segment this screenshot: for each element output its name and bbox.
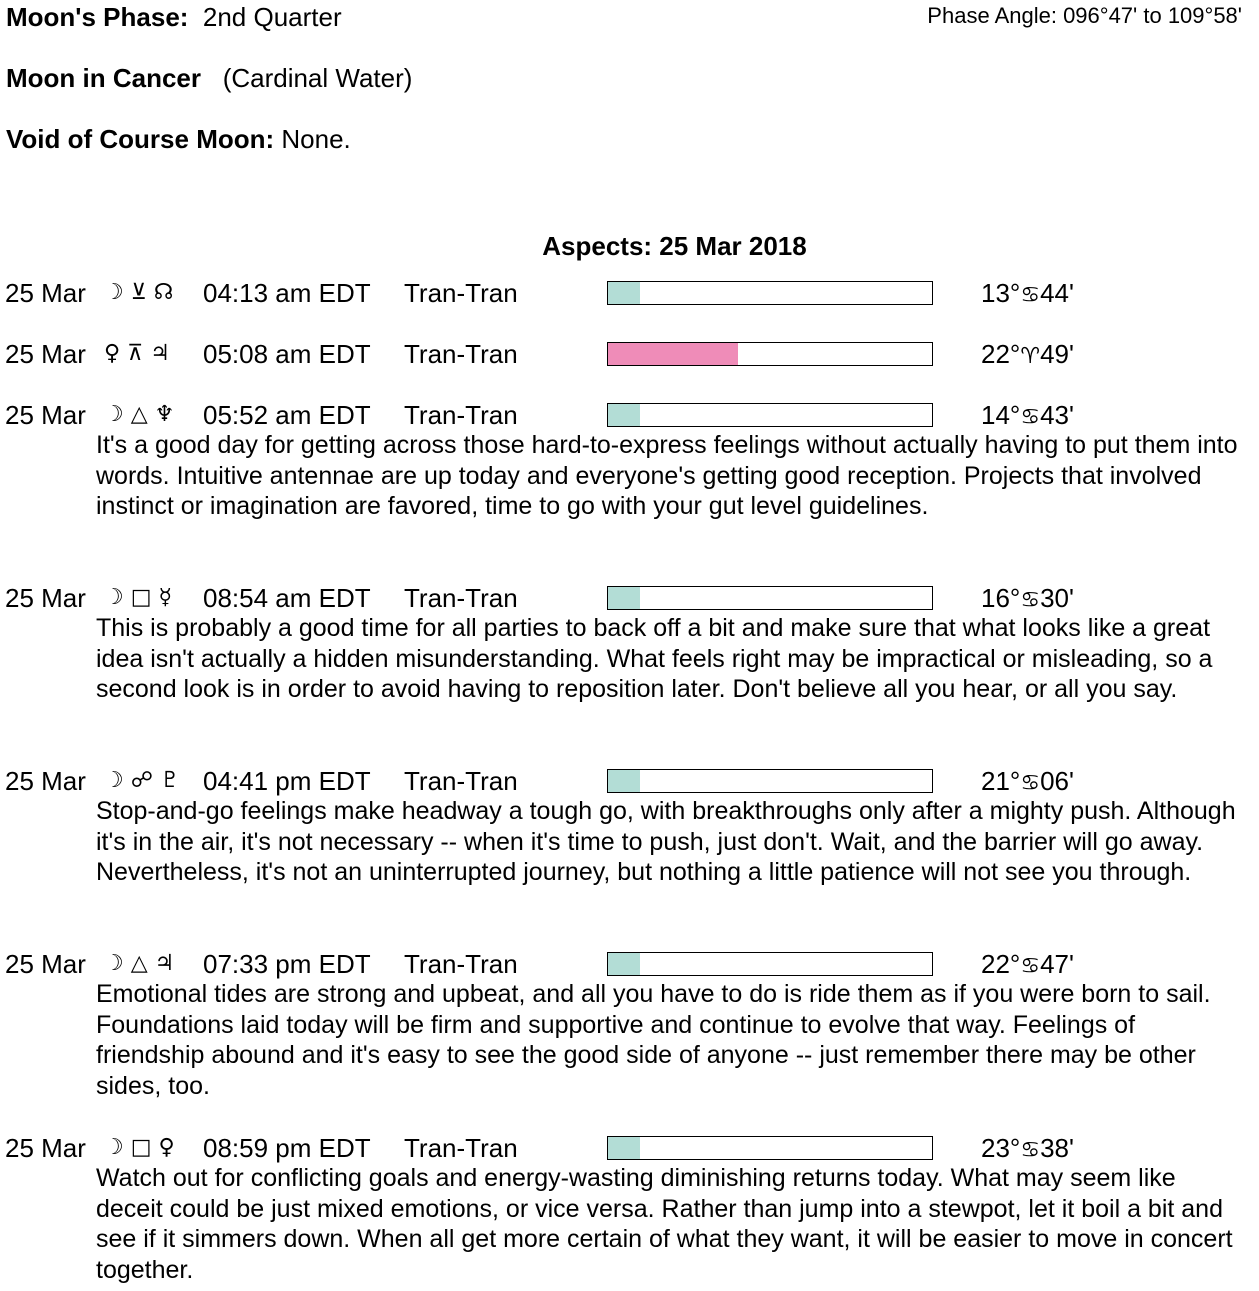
cancer-sign-icon: ♋	[1020, 1138, 1041, 1163]
aspect-date: 25 Mar	[5, 400, 86, 430]
aspect-time: 04:41 pm EDT	[203, 766, 371, 796]
aries-sign-icon: ♈	[1020, 344, 1041, 369]
aspect-date: 25 Mar	[5, 949, 86, 979]
position-degrees: 23°	[981, 1133, 1021, 1163]
aspect-position	[981, 583, 1074, 616]
moon-phase-value: 2nd Quarter	[202, 2, 342, 32]
aspect-description: Watch out for conflicting goals and energy-wasting diminishing returns today. What may seem like deceit could be just mixed emotions, or vice versa. Rather than jump into a stewpot, let it boil a bit and see if it simmers down. When all get more certain of what they want, it will be easier to move in concert together.	[96, 1164, 1233, 1284]
aspect-glyphs: ☽ □ ♀	[104, 1135, 175, 1160]
phase-angle: Phase Angle: 096°47' to 109°58'	[927, 3, 1242, 28]
strength-bar-fill	[608, 587, 640, 609]
moon-sign-label: Moon in Cancer	[6, 63, 202, 93]
aspect-position	[981, 766, 1074, 799]
aspect-date: 25 Mar	[5, 1133, 86, 1163]
aspect-glyphs: ☽ □ ☿	[104, 585, 172, 610]
strength-bar	[607, 281, 933, 305]
aspect-time: 05:08 am EDT	[203, 339, 371, 369]
aspect-type: Tran-Tran	[404, 766, 518, 796]
position-degrees: 13°	[981, 278, 1021, 308]
position-degrees: 14°	[981, 400, 1021, 430]
strength-bar	[607, 769, 933, 793]
position-degrees: 16°	[981, 583, 1021, 613]
position-degrees: 22°	[981, 949, 1021, 979]
aspect-glyphs: ☽ ⊻ ☊	[104, 280, 174, 305]
strength-bar-fill	[608, 770, 640, 792]
moon-phase-row	[6, 2, 342, 32]
strength-bar-fill	[608, 404, 640, 426]
aspect-type: Tran-Tran	[404, 949, 518, 979]
cancer-sign-icon: ♋	[1020, 588, 1041, 613]
void-of-course-label: Void of Course Moon:	[6, 124, 275, 154]
aspect-description: This is probably a good time for all parties to back off a bit and make sure that what looks like a great idea isn't actually a hidden misunderstanding. What feels right may be impractical or misleading, so a second look is in order to avoid having to reposition later. Don't believe all you hear, or all you say.	[96, 614, 1213, 703]
aspect-type: Tran-Tran	[404, 583, 518, 613]
aspect-entry	[0, 949, 1259, 1101]
void-of-course-value: None.	[281, 124, 351, 154]
aspect-position	[981, 949, 1074, 982]
aspect-type: Tran-Tran	[404, 278, 518, 308]
moon-sign-value: (Cardinal Water)	[222, 63, 413, 93]
position-minutes: 38'	[1040, 1133, 1074, 1163]
aspect-description: Stop-and-go feelings make headway a tough go, with breakthroughs only after a mighty push. Although it's in the air, it's not necessary -- when it's time to push, just don't. Wait, and the barrier will go away. Nevertheless, it's not an uninterrupted journey, but nothing a little patience will not see you through.	[96, 797, 1236, 886]
aspect-time: 05:52 am EDT	[203, 400, 371, 430]
aspects-title: Aspects: 25 Mar 2018	[542, 231, 807, 261]
aspect-date: 25 Mar	[5, 583, 86, 613]
aspect-glyphs: ☽ ☍ ♇	[104, 768, 180, 793]
position-minutes: 47'	[1040, 949, 1074, 979]
position-degrees: 21°	[981, 766, 1021, 796]
aspect-position	[981, 278, 1074, 311]
strength-bar	[607, 952, 933, 976]
strength-bar-fill	[608, 343, 738, 365]
aspect-time: 08:54 am EDT	[203, 583, 371, 613]
strength-bar	[607, 403, 933, 427]
position-minutes: 43'	[1040, 400, 1074, 430]
aspect-glyphs: ☽ △ ♃	[104, 951, 175, 976]
aspect-entry	[0, 400, 1259, 522]
aspect-time: 07:33 pm EDT	[203, 949, 371, 979]
aspect-description: Emotional tides are strong and upbeat, and all you have to do is ride them as if you were born to sail. Foundations laid today will be firm and supportive and continue to evolve that way. Feelings of friendship abound and it's easy to see the good side of anyone -- just remember there may be other sides, too.	[96, 980, 1211, 1100]
aspect-description: It's a good day for getting across those hard-to-express feelings without actually having to put them into words. Intuitive antennae are up today and everyone's getting good reception. Projects that involved instinct or imagination are favored, time to go with your gut level guidelines.	[96, 431, 1238, 520]
void-of-course-row	[6, 124, 351, 154]
strength-bar	[607, 342, 933, 366]
aspect-glyphs: ♀ ⊼ ♃	[104, 341, 170, 366]
moon-sign-row	[6, 63, 412, 93]
aspect-entry	[0, 339, 1259, 369]
aspect-type: Tran-Tran	[404, 400, 518, 430]
position-minutes: 06'	[1040, 766, 1074, 796]
aspect-position	[981, 1133, 1074, 1166]
aspect-type: Tran-Tran	[404, 339, 518, 369]
strength-bar-fill	[608, 1137, 640, 1159]
aspect-time: 04:13 am EDT	[203, 278, 371, 308]
aspect-position	[981, 339, 1074, 372]
position-minutes: 30'	[1040, 583, 1074, 613]
strength-bar-fill	[608, 953, 640, 975]
cancer-sign-icon: ♋	[1020, 954, 1041, 979]
aspect-date: 25 Mar	[5, 278, 86, 308]
aspect-type: Tran-Tran	[404, 1133, 518, 1163]
strength-bar	[607, 1136, 933, 1160]
position-degrees: 22°	[981, 339, 1021, 369]
aspect-date: 25 Mar	[5, 766, 86, 796]
strength-bar	[607, 586, 933, 610]
position-minutes: 49'	[1040, 339, 1074, 369]
aspect-entry	[0, 278, 1259, 308]
aspect-glyphs: ☽ △ ♆	[104, 402, 175, 427]
aspect-entry	[0, 583, 1259, 705]
moon-phase-label: Moon's Phase:	[6, 2, 189, 32]
position-minutes: 44'	[1040, 278, 1074, 308]
cancer-sign-icon: ♋	[1020, 405, 1041, 430]
strength-bar-fill	[608, 282, 640, 304]
aspect-entry	[0, 1133, 1259, 1285]
cancer-sign-icon: ♋	[1020, 771, 1041, 796]
aspect-entry	[0, 766, 1259, 888]
aspect-time: 08:59 pm EDT	[203, 1133, 371, 1163]
cancer-sign-icon: ♋	[1020, 283, 1041, 308]
aspect-position	[981, 400, 1074, 433]
aspect-date: 25 Mar	[5, 339, 86, 369]
